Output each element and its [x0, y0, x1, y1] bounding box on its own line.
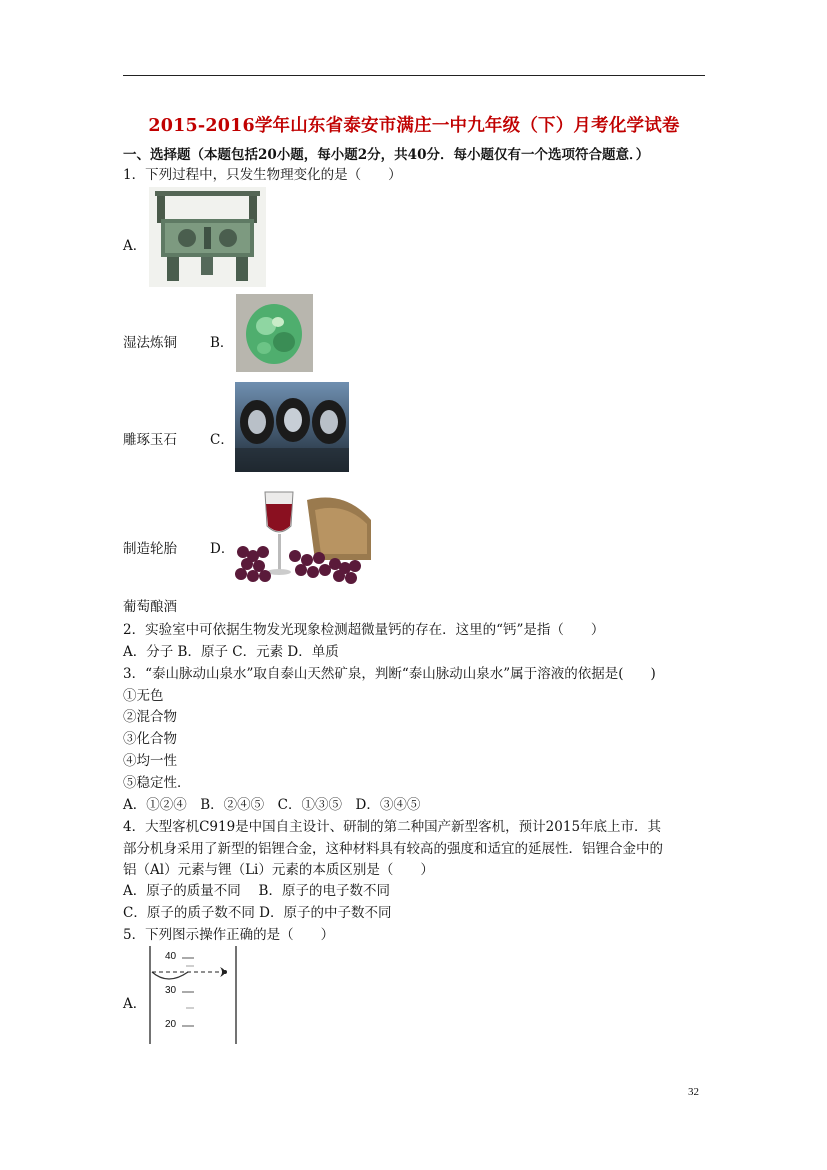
- q1-option-c-label: C．: [210, 432, 234, 448]
- q1-option-d-label: D．: [210, 541, 235, 557]
- graduated-cylinder-image: [148, 946, 240, 1044]
- q1-option-d-caption: 葡萄酿酒: [123, 599, 177, 615]
- q5-stem: 5．下列图示操作正确的是（ ）: [123, 927, 335, 943]
- q1-option-c-caption: 制造轮胎: [123, 541, 177, 557]
- q2-options: A．分子 B．原子 C．元素 D．单质: [123, 644, 339, 660]
- q3-item: ①无色: [123, 688, 164, 704]
- q4-stem-line: 部分机身采用了新型的铝锂合金，这种材料具有较高的强度和适宜的延展性．铝锂合金中的: [123, 841, 663, 857]
- q3-item: ②混合物: [123, 709, 177, 725]
- q3-item: ⑤稳定性．: [123, 775, 191, 791]
- page-title: 2015-2016学年山东省泰安市满庄一中九年级（下）月考化学试卷: [148, 116, 680, 136]
- q1-stem: 1．下列过程中，只发生物理变化的是（ ）: [123, 167, 402, 183]
- q2-stem: 2．实验室中可依据生物发光现象检测超微量钙的存在．这里的“钙”是指（ ）: [123, 622, 605, 638]
- q4-stem-line: 铝（Al）元素与锂（Li）元素的本质区别是（ ）: [123, 862, 434, 878]
- q3-item: ③化合物: [123, 731, 177, 747]
- tires-image: [235, 382, 349, 472]
- q3-stem: 3．“泰山脉动山泉水”取自泰山天然矿泉，判断“泰山脉动山泉水”属于溶液的依据是( ): [123, 666, 656, 682]
- header-rule: [123, 75, 705, 76]
- q1-option-b-label: B．: [210, 335, 234, 351]
- q3-options: A．①②④ B．②④⑤ C．①③⑤ D．③④⑤: [123, 797, 421, 813]
- wine-and-grapes-image: [235, 490, 374, 586]
- cylinder-tick-label: 40: [165, 951, 177, 962]
- cylinder-tick-label: 20: [165, 1019, 177, 1030]
- q1-option-b-caption: 雕琢玉石: [123, 432, 177, 448]
- q1-option-a-caption: 湿法炼铜: [123, 335, 177, 351]
- q4-options-row: A．原子的质量不同 B．原子的电子数不同: [123, 883, 390, 899]
- q4-stem-line: 4．大型客机C919是中国自主设计、研制的第二种国产新型客机，预计2015年底上市．其: [123, 819, 662, 835]
- carved-jade-image: [236, 294, 313, 372]
- q3-item: ④均一性: [123, 753, 177, 769]
- q4-options-row: C．原子的质子数不同 D．原子的中子数不同: [123, 905, 392, 921]
- page-number: 32: [688, 1086, 699, 1098]
- cylinder-tick-label: 30: [165, 985, 177, 996]
- section-heading: 一、选择题（本题包括20小题，每小题2分，共40分．每小题仅有一个选项符合题意．）: [123, 147, 650, 163]
- bronze-ding-vessel-image: [149, 187, 266, 287]
- q1-option-a-label: A．: [123, 238, 147, 254]
- q5-option-a-label: A．: [123, 996, 147, 1012]
